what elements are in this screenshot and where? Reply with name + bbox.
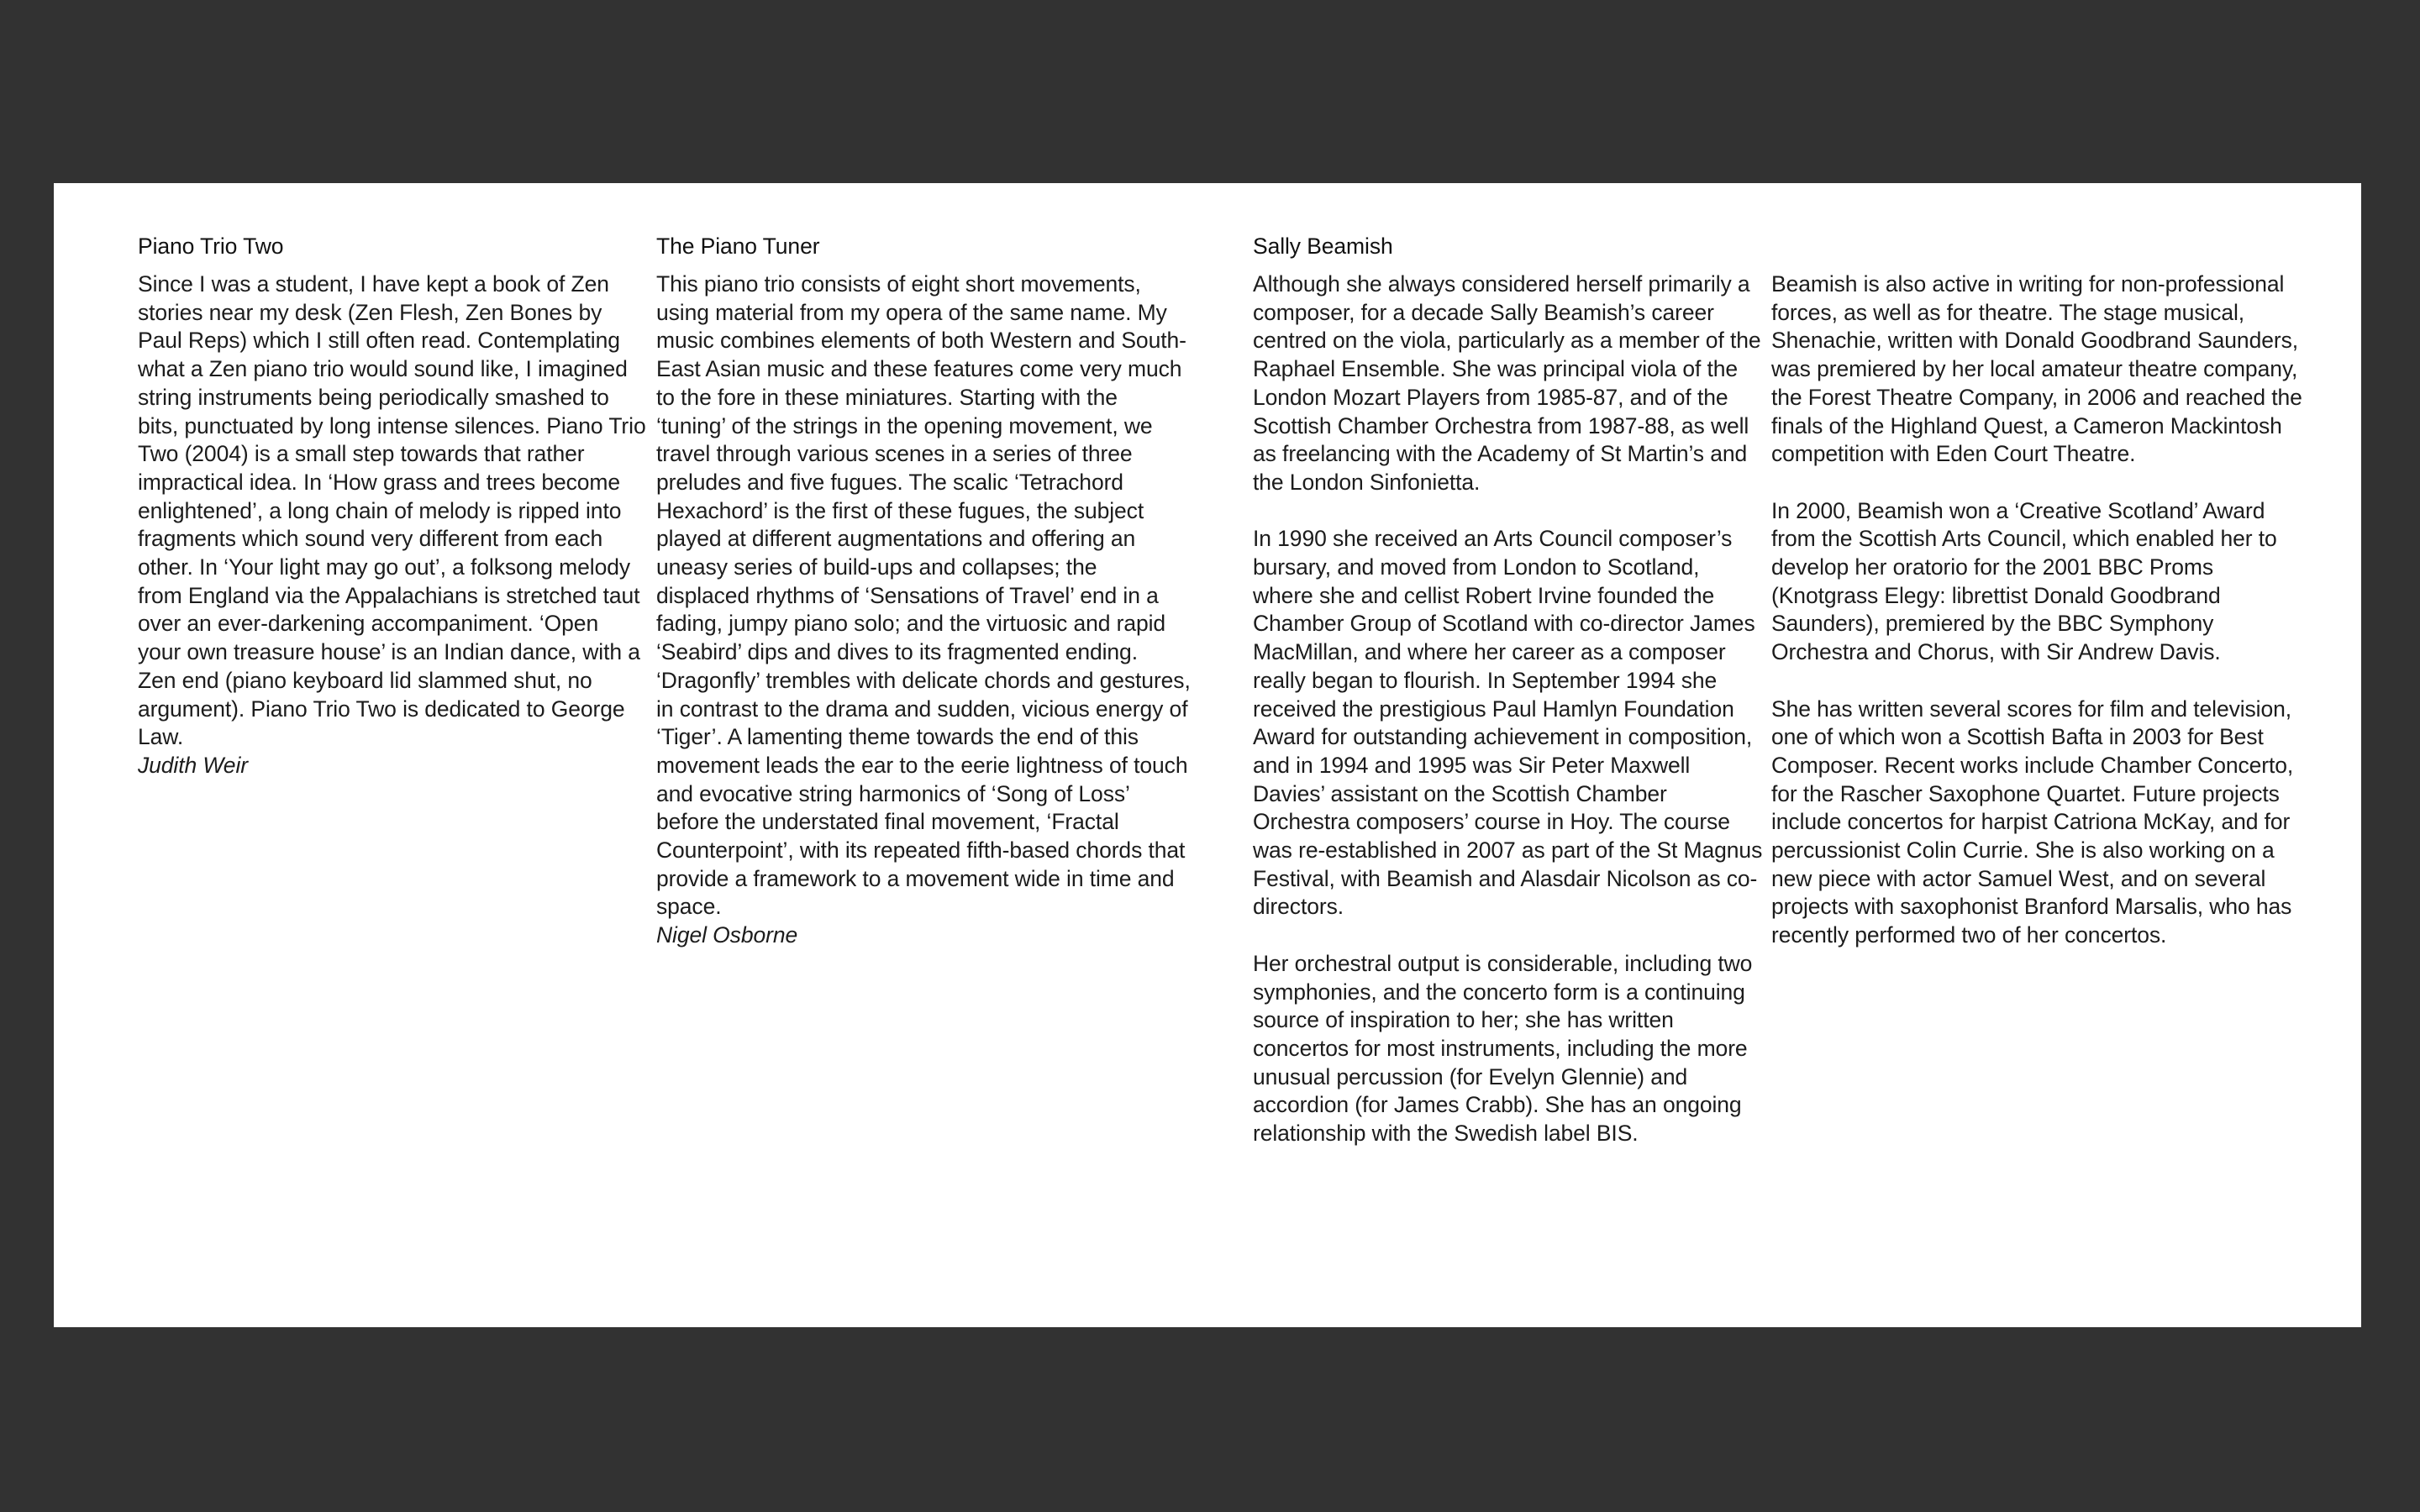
beamish-paragraph-5: In 2000, Beamish won a ‘Creative Scotland’ Award from the Scottish Arts Council, which enabled her to develop her oratorio for the 2001 BBC Proms (Knotgrass Elegy: librettist Donald Goodbrand Saunders), premiered by the BBC Symphony Orchestra and Chorus, with Sir Andrew Davis. bbox=[1771, 497, 2277, 665]
piano-trio-two-heading: Piano Trio Two bbox=[138, 234, 284, 259]
piano-trio-two-text: Since I was a student, I have kept a book of Zen stories near my desk (Zen Flesh, Zen Bones by Paul Reps) which I still often read. Contemplating what a Zen piano trio would sound like, I imagined string instruments being periodically smashed to bits, punctuated by long intense silences. Piano Trio Two (2004) is a small step towards that rather impractical idea. In ‘How grass and trees become enlightened’, a long chain of melody is ripped into fragments which sound very different from each other. In ‘Your light may go out’, a folksong melody from England via the Appalachians is stretched taut over an ever-darkening accompaniment. ‘Open your own treasure house’ is an Indian dance, with a Zen end (piano keyboard lid slammed shut, no argument). Piano Trio Two is dedicated to George Law. bbox=[138, 271, 646, 750]
sally-beamish-column-continued bbox=[1771, 232, 2309, 950]
beamish-paragraph-2: In 1990 she received an Arts Council composer’s bursary, and moved from London to Scotland, where she and cellist Robert Irvine founded the Chamber Group of Scotland with co-director James MacMillan, and where her career as a composer really began to flourish. In September 1994 she received the prestigious Paul Hamlyn Foundation Award for outstanding achievement in composition, and in 1994 and 1995 was Sir Peter Maxwell Davies’ assistant on the Scottish Chamber Orchestra composers’ course in Hoy. The course was re-established in 2007 as part of the St Magnus Festival, with Beamish and Alasdair Nicolson as co-directors. bbox=[1253, 526, 1763, 920]
beamish-paragraph-6: She has written several scores for film and television, one of which won a Scottish Bafta in 2003 for Best Composer. Recent works include Chamber Concerto, for the Rascher Saxophone Quartet. Future projects include concertos for harpist Catriona McKay, and for percussionist Colin Currie. She is also working on a new piece with actor Samuel West, and on several projects with saxophonist Branford Marsalis, who has recently performed two of her concertos. bbox=[1771, 696, 2294, 948]
piano-tuner-author: Nigel Osborne bbox=[656, 922, 798, 948]
beamish-paragraph-3: Her orchestral output is considerable, including two symphonies, and the concerto form is a continuing source of inspiration to her; she has written concertos for most instruments, including the more unusual percussion (for Evelyn Glennie) and accordion (for James Crabb). She has an ongoing relationship with the Swedish label BIS. bbox=[1253, 950, 1753, 1147]
sally-beamish-heading: Sally Beamish bbox=[1253, 234, 1393, 259]
piano-tuner-column bbox=[656, 232, 1191, 950]
piano-trio-two-author: Judith Weir bbox=[138, 752, 248, 778]
piano-tuner-text: This piano trio consists of eight short movements, using material from my opera of the same name. My music combines elements of both Western and South-East Asian music and these features come very much to the fore in these miniatures. Starting with the ‘tuning’ of the strings in the opening movement, we travel through various scenes in a series of three preludes and five fugues. The scalic ‘Tetrachord Hexachord’ is the first of these fugues, the subject played at different augmentations and offering an uneasy series of build-ups and collapses; the displaced rhythms of ‘Sensations of Travel’ end in a fading, jumpy piano solo; and the virtuosic and rapid ‘Seabird’ dips and dives to its fragmented ending. ‘Dragonfly’ trembles with delicate chords and gestures, in contrast to the drama and sudden, vicious energy of ‘Tiger’. A lamenting theme towards the end of this movement leads the ear to the eerie lightness of touch and evocative string harmonics of ‘Song of Loss’ before the understated final movement, ‘Fractal Counterpoint’, with its repeated fifth-based chords that provide a framework to a movement wide in time and space. bbox=[656, 271, 1191, 920]
piano-tuner-heading: The Piano Tuner bbox=[656, 234, 820, 259]
beamish-paragraph-1: Although she always considered herself primarily a composer, for a decade Sally Beamish’s career centred on the viola, particularly as a member of the Raphael Ensemble. She was principal viola of the London Mozart Players from 1985-87, and of the Scottish Chamber Orchestra from 1987-88, as well as freelancing with the Academy of St Martin’s and the London Sinfonietta. bbox=[1253, 271, 1761, 495]
booklet-spread bbox=[54, 183, 2361, 1327]
beamish-paragraph-4: Beamish is also active in writing for non-professional forces, as well as for theatre. The stage musical, Shenachie, written with Donald Goodbrand Saunders, was premiered by her local amateur theatre company, the Forest Theatre Company, in 2006 and reached the finals of the Highland Quest, a Cameron Mackintosh competition with Eden Court Theatre. bbox=[1771, 271, 2302, 467]
sally-beamish-column bbox=[1253, 232, 1765, 1148]
piano-trio-two-column bbox=[138, 232, 646, 780]
